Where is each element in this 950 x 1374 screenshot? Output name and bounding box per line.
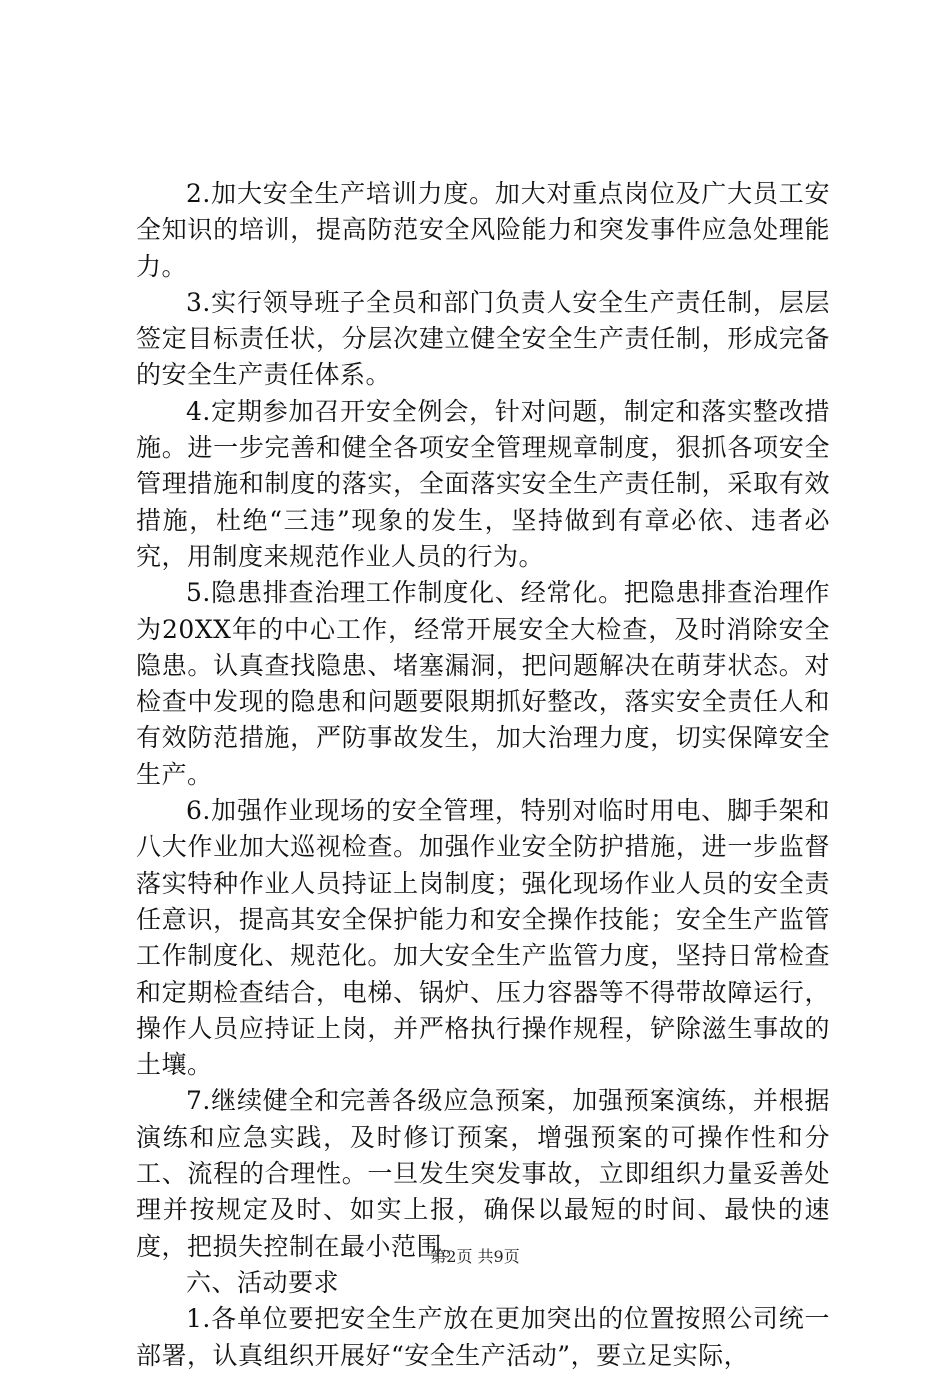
page-footer [0,1244,950,1267]
paragraph-item-3: 3.实行领导班子全员和部门负责人安全生产责任制，层层签定目标责任状，分层次建立健全安全生产责任制，形成完备的安全生产责任体系。 [136,287,830,390]
section-heading-activity-requirements: 六、活动要求 [186,1267,340,1297]
paragraph-requirement-1: 1.各单位要把安全生产放在更加突出的位置按照公司统一部署，认真组织开展好“安全生产活动”，要立足实际， [136,1304,830,1370]
paragraph-item-4: 4.定期参加召开安全例会，针对问题，制定和落实整改措施。进一步完善和健全各项安全管理规章制度，狠抓各项安全管理措施和制度的落实，全面落实安全生产责任制，采取有效措施，杜绝“三违”现象的发生，坚持做到有章必依、违者必究，用制度来规范作业人员的行为。 [136,396,830,571]
paragraph-item-7: 7.继续健全和完善各级应急预案，加强预案演练，并根据演练和应急实践，及时修订预案，增强预案的可操作性和分工、流程的合理性。一旦发生突发事故，立即组织力量妥善处理并按规定及时、如实上报，确保以最短的时间、最快的速度，把损失控制在最小范围。 [136,1086,830,1261]
paragraph-item-5: 5.隐患排查治理工作制度化、经常化。把隐患排查治理作为20XX年的中心工作，经常开展安全大检查，及时消除安全隐患。认真查找隐患、堵塞漏洞，把问题解决在萌芽状态。对检查中发现的隐患和问题要限期抓好整改，落实安全责任人和有效防范措施，严防事故发生，加大治理力度，切实保障安全生产。 [136,578,830,789]
document-body [136,176,830,1374]
paragraph-item-2: 2.加大安全生产培训力度。加大对重点岗位及广大员工安全知识的培训，提高防范安全风险能力和突发事件应急处理能力。 [136,179,830,281]
page-number-label: 第2页 共9页 [430,1247,520,1266]
paragraph-item-6: 6.加强作业现场的安全管理，特别对临时用电、脚手架和八大作业加大巡视检查。加强作业安全防护措施，进一步监督落实特种作业人员持证上岗制度；强化现场作业人员的安全责任意识，提高其安全保护能力和安全操作技能；安全生产监管工作制度化、规范化。加大安全生产监管力度，坚持日常检查和定期检查结合，电梯、锅炉、压力容器等不得带故障运行，操作人员应持证上岗，并严格执行操作规程，铲除滋生事故的土壤。 [136,796,830,1080]
